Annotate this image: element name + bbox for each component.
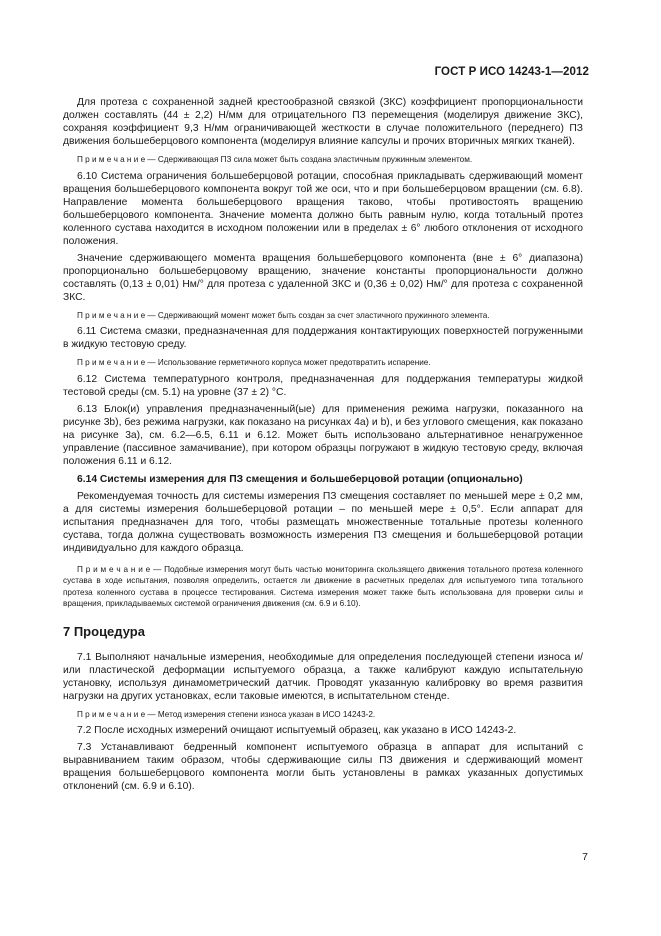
paragraph-6-12: 6.12 Система температурного контроля, предназначенная для поддержания температуры жидкой тестовой среды (см. 5.1) на уровне (37 ± 2) °С. (63, 373, 583, 398)
paragraph-pcl-retaining: Для протеза с сохраненной задней крестообразной связкой (ЗКС) коэффициент пропорциональности должен составлять (44 ± 2,2) Н/мм для отрицательного ПЗ перемещения (моделируя движение ЗКС), сохраняя коэффициент 9,3 Н/мм ограничивающей жесткости в случае положительного (переднего) ПЗ движения большеберцового компонента (моделируя влияние капсулы и прочих вторичных мягких тканей). (63, 97, 583, 147)
document-body (63, 96, 583, 793)
paragraph-6-11: 6.11 Система смазки, предназначенная для поддержания контактирующих поверхностей погруженными в жидкую тестовую среду. (63, 326, 583, 350)
section-heading-procedure: 7 Процедура (63, 623, 145, 639)
note-measurements: П р и м е ч а н и е — Подобные измерения могут быть частью мониторинга скользящего движения тотального протеза коленного сустава в ходе испытания, позволяя определить, остается ли движение в расчетных пределах для испытуемого типа тотального протеза коленного сустава в процессе тестирования. Система измерения может также быть использована для проверки силы и вращения, прикладываемых системой ограничения движения (см. 6.9 и 6.10). (63, 564, 583, 608)
paragraph-6-10: 6.10 Система ограничения большеберцовой ротации, способная прикладывать сдерживающий момент вращения большеберцового компонента вокруг той же оси, что и при большеберцовом вращении (см. 6.8). Направление момента большеберцового вращения таково, чтобы противостоять вращению большеберцового компонента. Значение момента должно быть равным нулю, когда тотальный протез коленного сустава находится в исходном положении или в пределах ± 6° любого отклонения от исходного положения. (63, 170, 583, 247)
heading-6-14: 6.14 Системы измерения для ПЗ смещения и большеберцовой ротации (опционально) (77, 473, 523, 485)
note-ap-force: П р и м е ч а н и е — Сдерживающая ПЗ сила может быть создана эластичным пружинным элементом. (77, 155, 473, 164)
page-number: 7 (582, 851, 588, 863)
note-evaporation: П р и м е ч а н и е — Использование герметичного корпуса может предотвратить испарение. (77, 358, 431, 367)
paragraph-6-13: 6.13 Блок(и) управления предназначенный(ые) для применения режима нагрузки, показанного на рисунке 3b), без режима нагрузки, как показано на рисунках 4a) и b), и без углового смещения, как показано на рисунке 3a), см. 6.2—6.5, 6.11 и 6.12. Может быть использовано альтернативное ненагруженное управление (пассивное замачивание), при котором образцы погружают в жидкую тестовую среду, включая положения 6.11 и 6.12. (63, 403, 583, 467)
paragraph-7-3: 7.3 Устанавливают бедренный компонент испытуемого образца в аппарат для испытаний с выравниванием таким образом, чтобы сдерживающие силы ПЗ движения и сдерживающий момент вращения большеберцового компонента могли быть установлены в рамках указанных допустимых отклонений (см. 6.9 и 6.10). (63, 742, 583, 792)
document-header: ГОСТ Р ИСО 14243-1—2012 (434, 66, 589, 78)
note-wear-method: П р и м е ч а н и е — Метод измерения степени износа указан в ИСО 14243-2. (77, 709, 376, 719)
note-torque-spring: П р и м е ч а н и е — Сдерживающий момент может быть создан за счет эластичного пружинного элемента. (77, 310, 490, 320)
paragraph-6-14: Рекомендуемая точность для системы измерения ПЗ смещения составляет по меньшей мере ± 0,2 мм, а для системы измерения большеберцовой ротации – по меньшей мере ± 0,5°. Если аппарат для испытания предназначен для того, чтобы размещать множественные тотальные протезы коленного сустава, тогда должна существовать возможность измерения ПЗ смещения и большеберцовой ротации индивидуально для каждого образца. (63, 490, 583, 554)
paragraph-6-10-torque: Значение сдерживающего момента вращения большеберцового компонента (вне ± 6° диапазона) пропорционально большеберцовому вращению, значение константы пропорциональности должно составлять (0,13 ± 0,01) Нм/° для протеза с удаленной ЗКС и (0,36 ± 0,02) Нм/° для протеза с сохраненной ЗКС. (63, 252, 583, 303)
paragraph-7-2: 7.2 После исходных измерений очищают испытуемый образец, как указано в ИСО 14243-2. (77, 725, 517, 736)
paragraph-7-1: 7.1 Выполняют начальные измерения, необходимые для определения последующей степени износа и/или пластической деформации испытуемого образца, а также калибруют каждую испытательную установку, используя динамометрический датчик. Проводят указанную калибровку во время развития нагрузки на других установках, если таковые имеются, в испытательном стенде. (63, 651, 583, 702)
